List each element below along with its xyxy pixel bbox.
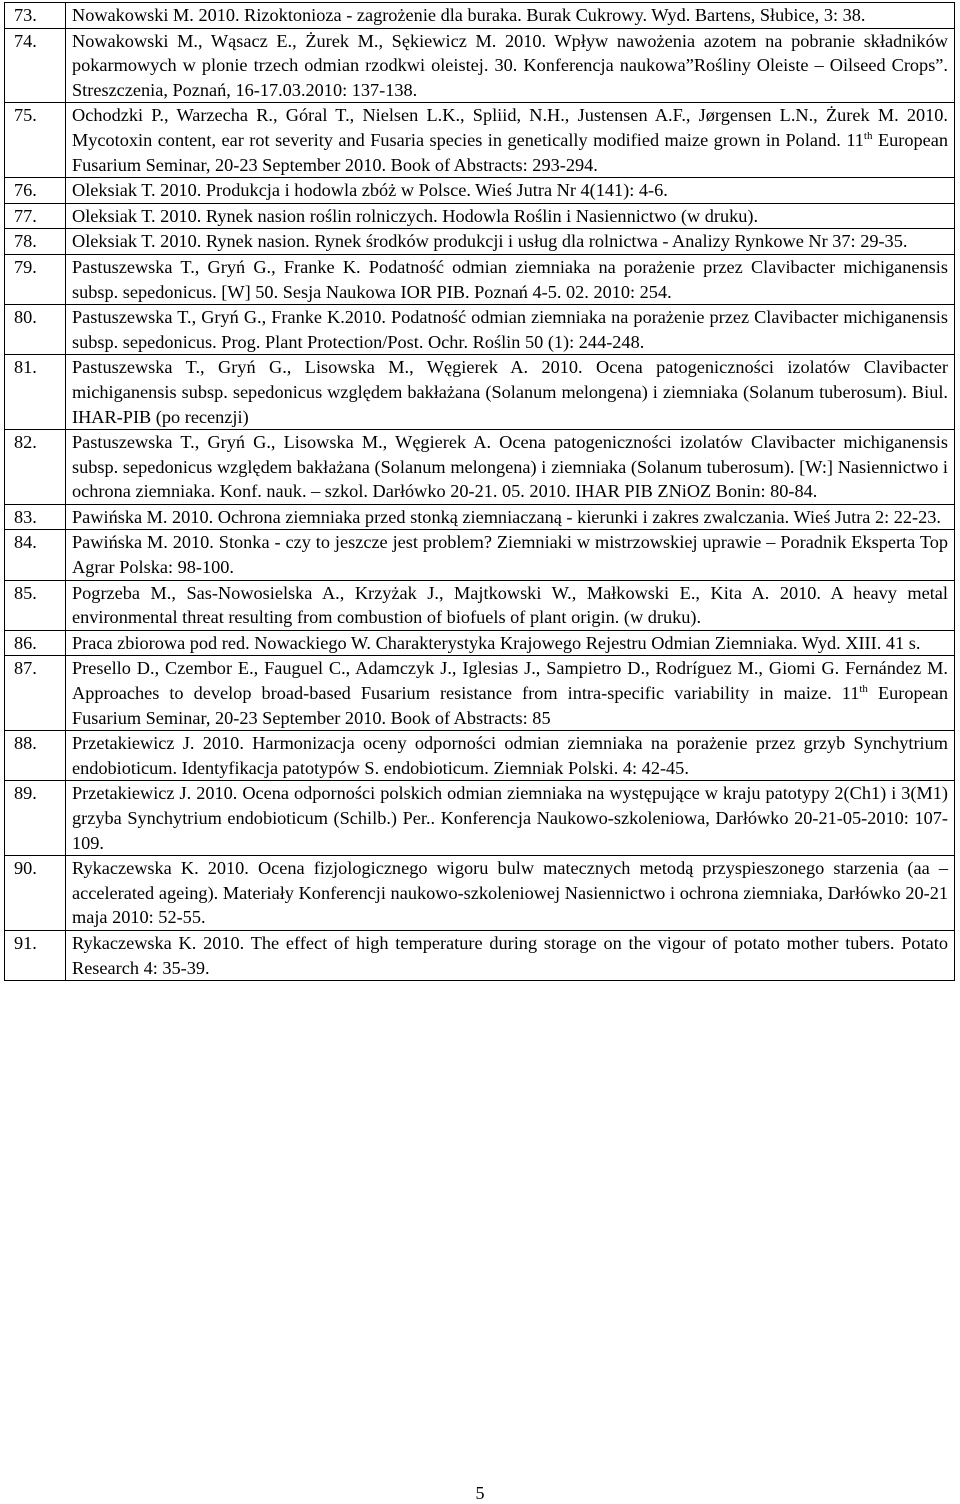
- reference-row: [5, 430, 955, 505]
- reference-text: Rykaczewska K. 2010. The effect of high temperature during storage on the vigour of potato mother tubers. Potato Research 4: 35-39.: [66, 930, 955, 980]
- reference-row: [5, 355, 955, 430]
- reference-number: 75.: [5, 103, 66, 178]
- reference-number: 76.: [5, 178, 66, 204]
- reference-number: 87.: [5, 656, 66, 731]
- reference-row: [5, 580, 955, 630]
- reference-text: [66, 103, 955, 178]
- reference-row: [5, 781, 955, 856]
- reference-number: 89.: [5, 781, 66, 856]
- reference-row: [5, 630, 955, 656]
- reference-text: Przetakiewicz J. 2010. Harmonizacja oceny odporności odmian ziemniaka na porażenie przez grzyb Synchytrium endobioticum. Identyfikacja patotypów S. endobioticum. Ziemniak Polski. 4: 42-45.: [66, 731, 955, 781]
- reference-text: Praca zbiorowa pod red. Nowackiego W. Charakterystyka Krajowego Rejestru Odmian Ziemniaka. Wyd. XIII. 41 s.: [66, 630, 955, 656]
- reference-number: 82.: [5, 430, 66, 505]
- reference-number: 73.: [5, 3, 66, 29]
- reference-row: [5, 930, 955, 980]
- reference-text-part: European Fusarium Seminar, 20-23 September 2010. Book of Abstracts: 293-294.: [72, 129, 953, 175]
- reference-number: 86.: [5, 630, 66, 656]
- reference-row: [5, 28, 955, 103]
- reference-text: Pastuszewska T., Gryń G., Franke K. Podatność odmian ziemniaka na porażenie przez Clavibacter michiganensis subsp. sepedonicus. [W] 50. Sesja Naukowa IOR PIB. Poznań 4-5. 02. 2010: 254.: [66, 254, 955, 304]
- reference-row: [5, 203, 955, 229]
- reference-number: 79.: [5, 254, 66, 304]
- reference-text: Pawińska M. 2010. Stonka - czy to jeszcze jest problem? Ziemniaki w mistrzowskiej uprawie – Poradnik Eksperta Top Agrar Polska: 98-100.: [66, 530, 955, 580]
- reference-row: [5, 254, 955, 304]
- reference-table: [4, 2, 955, 981]
- reference-row: [5, 530, 955, 580]
- reference-row: [5, 3, 955, 29]
- reference-text: Przetakiewicz J. 2010. Ocena odporności polskich odmian ziemniaka na występujące w kraju patotypy 2(Ch1) i 3(M1) grzyba Synchytrium endobioticum (Schilb.) Per.. Konferencja Naukowo-szkoleniowa, Darłówko 20-21-05-2010: 107-109.: [66, 781, 955, 856]
- reference-text: Rykaczewska K. 2010. Ocena fizjologicznego wigoru bulw matecznych metodą przyspieszonego starzenia (aa – accelerated ageing). Materiały Konferencji naukowo-szkoleniowej Nasiennictwo i ochrona ziemniaka, Darłówko 20-21 maja 2010: 52-55.: [66, 856, 955, 931]
- reference-number: 74.: [5, 28, 66, 103]
- reference-number: 77.: [5, 203, 66, 229]
- reference-text: Oleksiak T. 2010. Rynek nasion roślin rolniczych. Hodowla Roślin i Nasiennictwo (w druku).: [66, 203, 955, 229]
- reference-text: Nowakowski M. 2010. Rizoktonioza - zagrożenie dla buraka. Burak Cukrowy. Wyd. Bartens, Słubice, 3: 38.: [66, 3, 955, 29]
- reference-text-part: European Fusarium Seminar, 20-23 September 2010. Book of Abstracts: 85: [72, 683, 953, 728]
- reference-text: Oleksiak T. 2010. Rynek nasion. Rynek środków produkcji i usług dla rolnictwa - Analizy Rynkowe Nr 37: 29-35.: [66, 229, 955, 255]
- reference-row: [5, 856, 955, 931]
- reference-number: 83.: [5, 504, 66, 530]
- reference-text: Pogrzeba M., Sas-Nowosielska A., Krzyżak J., Majtkowski W., Małkowski E., Kita A. 2010. A heavy metal environmental threat resulting from combustion of biofuels of plant origin. (w druku).: [66, 580, 955, 630]
- page-number: 5: [475, 1483, 485, 1503]
- reference-row: [5, 178, 955, 204]
- reference-row: [5, 229, 955, 255]
- reference-number: 88.: [5, 731, 66, 781]
- reference-text: [66, 656, 955, 731]
- ordinal-superscript: th: [863, 129, 873, 142]
- reference-number: 91.: [5, 930, 66, 980]
- reference-number: 81.: [5, 355, 66, 430]
- reference-text: Nowakowski M., Wąsacz E., Żurek M., Sękiewicz M. 2010. Wpływ nawożenia azotem na pobranie składników pokarmowych w plonie trzech odmian rzodkwi oleistej. 30. Konferencja naukowa”Rośliny Oleiste – Oilseed Crops”. Streszczenia, Poznań, 16-17.03.2010: 137-138.: [66, 28, 955, 103]
- reference-row: [5, 656, 955, 731]
- reference-text: Pastuszewska T., Gryń G., Franke K.2010. Podatność odmian ziemniaka na porażenie przez Clavibacter michiganensis subsp. sepedonicus. Prog. Plant Protection/Post. Ochr. Roślin 50 (1): 244-248.: [66, 305, 955, 355]
- reference-row: [5, 103, 955, 178]
- reference-row: [5, 504, 955, 530]
- reference-text-part: Ochodzki P., Warzecha R., Góral T., Nielsen L.K., Spliid, N.H., Justensen A.F., Jørgensen L.N., Żurek M. 2010. Mycotoxin content, ear rot severity and Fusaria species in genetically modified maize grown in Poland. 11: [72, 105, 953, 150]
- ordinal-superscript: th: [859, 683, 868, 696]
- reference-row: [5, 305, 955, 355]
- reference-number: 80.: [5, 305, 66, 355]
- reference-number: 85.: [5, 580, 66, 630]
- reference-text: Oleksiak T. 2010. Produkcja i hodowla zbóż w Polsce. Wieś Jutra Nr 4(141): 4-6.: [66, 178, 955, 204]
- reference-text: Pastuszewska T., Gryń G., Lisowska M., Węgierek A. 2010. Ocena patogeniczności izolatów Clavibacter michiganensis subsp. sepedonicus względem bakłażana (Solanum melongena) i ziemniaka (Solanum tuberosum). Biul. IHAR-PIB (po recenzji): [66, 355, 955, 430]
- reference-text: Pawińska M. 2010. Ochrona ziemniaka przed stonką ziemniaczaną - kierunki i zakres zwalczania. Wieś Jutra 2: 22-23.: [66, 504, 955, 530]
- reference-text-part: Presello D., Czembor E., Fauguel C., Adamczyk J., Iglesias J., Sampietro D., Rodríguez M., Giomi G. Fernández M. Approaches to develop broad-based Fusarium resistance from intra-specific variability in maize. 11: [72, 658, 952, 704]
- reference-list: [5, 3, 955, 981]
- reference-number: 90.: [5, 856, 66, 931]
- reference-number: 78.: [5, 229, 66, 255]
- reference-row: [5, 731, 955, 781]
- reference-text: Pastuszewska T., Gryń G., Lisowska M., Węgierek A. Ocena patogeniczności izolatów Clavibacter michiganensis subsp. sepedonicus względem bakłażana (Solanum melongena) i ziemniaka (Solanum tuberosum). [W:] Nasiennictwo i ochrona ziemniaka. Konf. nauk. – szkol. Darłówko 20-21. 05. 2010. IHAR PIB ZNiOZ Bonin: 80-84.: [66, 430, 955, 505]
- reference-number: 84.: [5, 530, 66, 580]
